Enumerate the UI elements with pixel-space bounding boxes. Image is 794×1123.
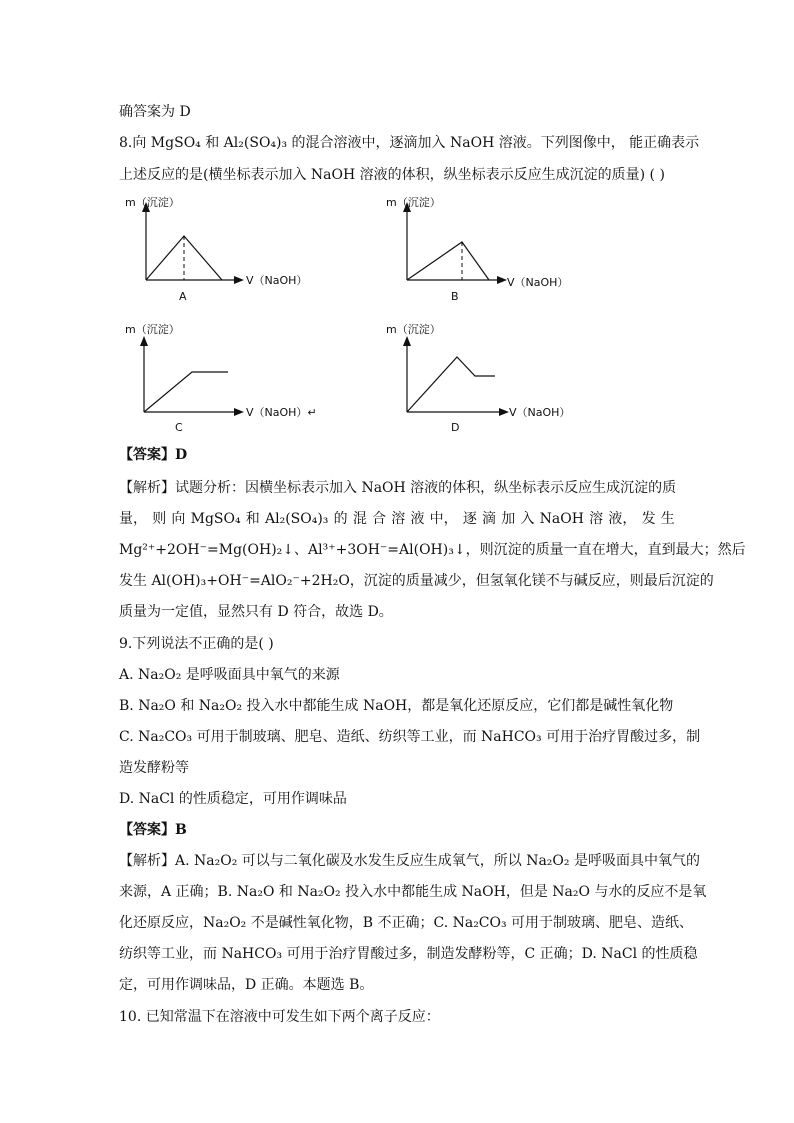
option-a: A. Na₂O₂ 是呼吸面具中氧气的来源 — [119, 667, 340, 683]
graph-d — [383, 320, 573, 438]
x-arrow — [497, 276, 507, 284]
option-b: B. Na₂O 和 Na₂O₂ 投入水中都能生成 NaOH，都是氧化还原反应，它们都是碱性氧化物 — [119, 698, 674, 714]
precipitate-curve — [407, 357, 495, 412]
explanation-line: 【解析】A. Na₂O₂ 可以与二氧化碳及水发生反应生成氧气，所以 Na₂O₂ 是呼吸面具中氧气的 — [119, 853, 700, 869]
answer-label: 【答案】B — [119, 822, 187, 838]
precipitate-curve — [144, 372, 228, 412]
y-axis-label: m（沉淀） — [386, 196, 441, 209]
analysis-line: 发生 Al(OH)₃+OH⁻=AlO₂⁻+2H₂O，沉淀的质量减少，但氢氧化镁不与碱反应，则最后沉淀的 — [119, 573, 714, 589]
option-c-cont: 造发酵粉等 — [119, 760, 189, 776]
graph-caption: C — [175, 421, 183, 434]
precipitate-curve — [407, 242, 489, 280]
question-8-stem-cont: 上述反应的是(横坐标表示加入 NaOH 溶液的体积，纵坐标表示反应生成沉淀的质量) ( ) — [119, 167, 665, 183]
explanation-line: 化还原反应，Na₂O₂ 不是碱性氧化物，B 不正确；C. Na₂CO₃ 可用于制玻璃、肥皂、造纸、 — [119, 915, 694, 931]
y-arrow — [140, 336, 148, 346]
question-8-stem: 8.向 MgSO₄ 和 Al₂(SO₄)₃ 的混合溶液中，逐滴加入 NaOH 溶液。下列图像中， 能正确表示 — [119, 135, 700, 151]
y-axis-label: m（沉淀） — [125, 196, 180, 209]
graph-a — [120, 194, 308, 304]
x-axis-label: V（NaOH） — [509, 406, 571, 419]
question-10-stem: 10. 已知常温下在溶液中可发生如下两个离子反应： — [119, 1009, 440, 1025]
explanation-line: 纺织等工业，而 NaHCO₃ 可用于治疗胃酸过多，制造发酵粉等，C 正确；D. NaCl 的性质稳 — [119, 946, 698, 962]
analysis-line: 【解析】试题分析：因横坐标表示加入 NaOH 溶液的体积，纵坐标表示反应生成沉淀的质 — [119, 480, 677, 496]
explanation-line: 定，可用作调味品，D 正确。本题选 B。 — [119, 977, 374, 993]
x-axis-label: V（NaOH）↵ — [246, 406, 317, 419]
x-axis-label: V（NaOH） — [246, 274, 308, 287]
x-arrow — [234, 276, 244, 284]
graph-c — [120, 320, 317, 438]
analysis-line: Mg²⁺+2OH⁻=Mg(OH)₂↓、Al³⁺+3OH⁻=Al(OH)₃↓，则沉淀的质量一直在增大，直到最大；然后 — [119, 542, 746, 558]
graph-caption: D — [451, 421, 460, 434]
explanation-line: 来源，A 正确；B. Na₂O 和 Na₂O₂ 投入水中都能生成 NaOH，但是 Na₂O 与水的反应不是氧 — [119, 884, 707, 900]
graph-caption: A — [179, 290, 187, 303]
option-c: C. Na₂CO₃ 可用于制玻璃、肥皂、造纸、纺织等工业，而 NaHCO₃ 可用于治疗胃酸过多，制 — [119, 729, 701, 745]
text-line: 确答案为 D — [119, 104, 191, 120]
graph-caption: B — [451, 290, 459, 303]
x-arrow — [234, 408, 244, 416]
y-axis-label: m（沉淀） — [125, 323, 180, 336]
answer-label: 【答案】D — [119, 447, 188, 463]
x-arrow — [499, 408, 509, 416]
x-axis-label: V（NaOH） — [507, 276, 569, 289]
y-arrow — [403, 336, 411, 346]
analysis-line-justified: 量， 则 向 MgSO₄ 和 Al₂(SO₄)₃ 的 混 合 溶 液 中， 逐 滴 加 入 NaOH 溶 液， 发 生 — [119, 511, 675, 527]
y-axis-label: m（沉淀） — [386, 323, 441, 336]
analysis-line: 质量为一定值，显然只有 D 符合，故选 D。 — [119, 604, 393, 620]
question-9-stem: 9.下列说法不正确的是( ) — [119, 636, 274, 652]
option-d: D. NaCl 的性质稳定，可用作调味品 — [119, 791, 347, 807]
graph-b — [383, 194, 573, 304]
